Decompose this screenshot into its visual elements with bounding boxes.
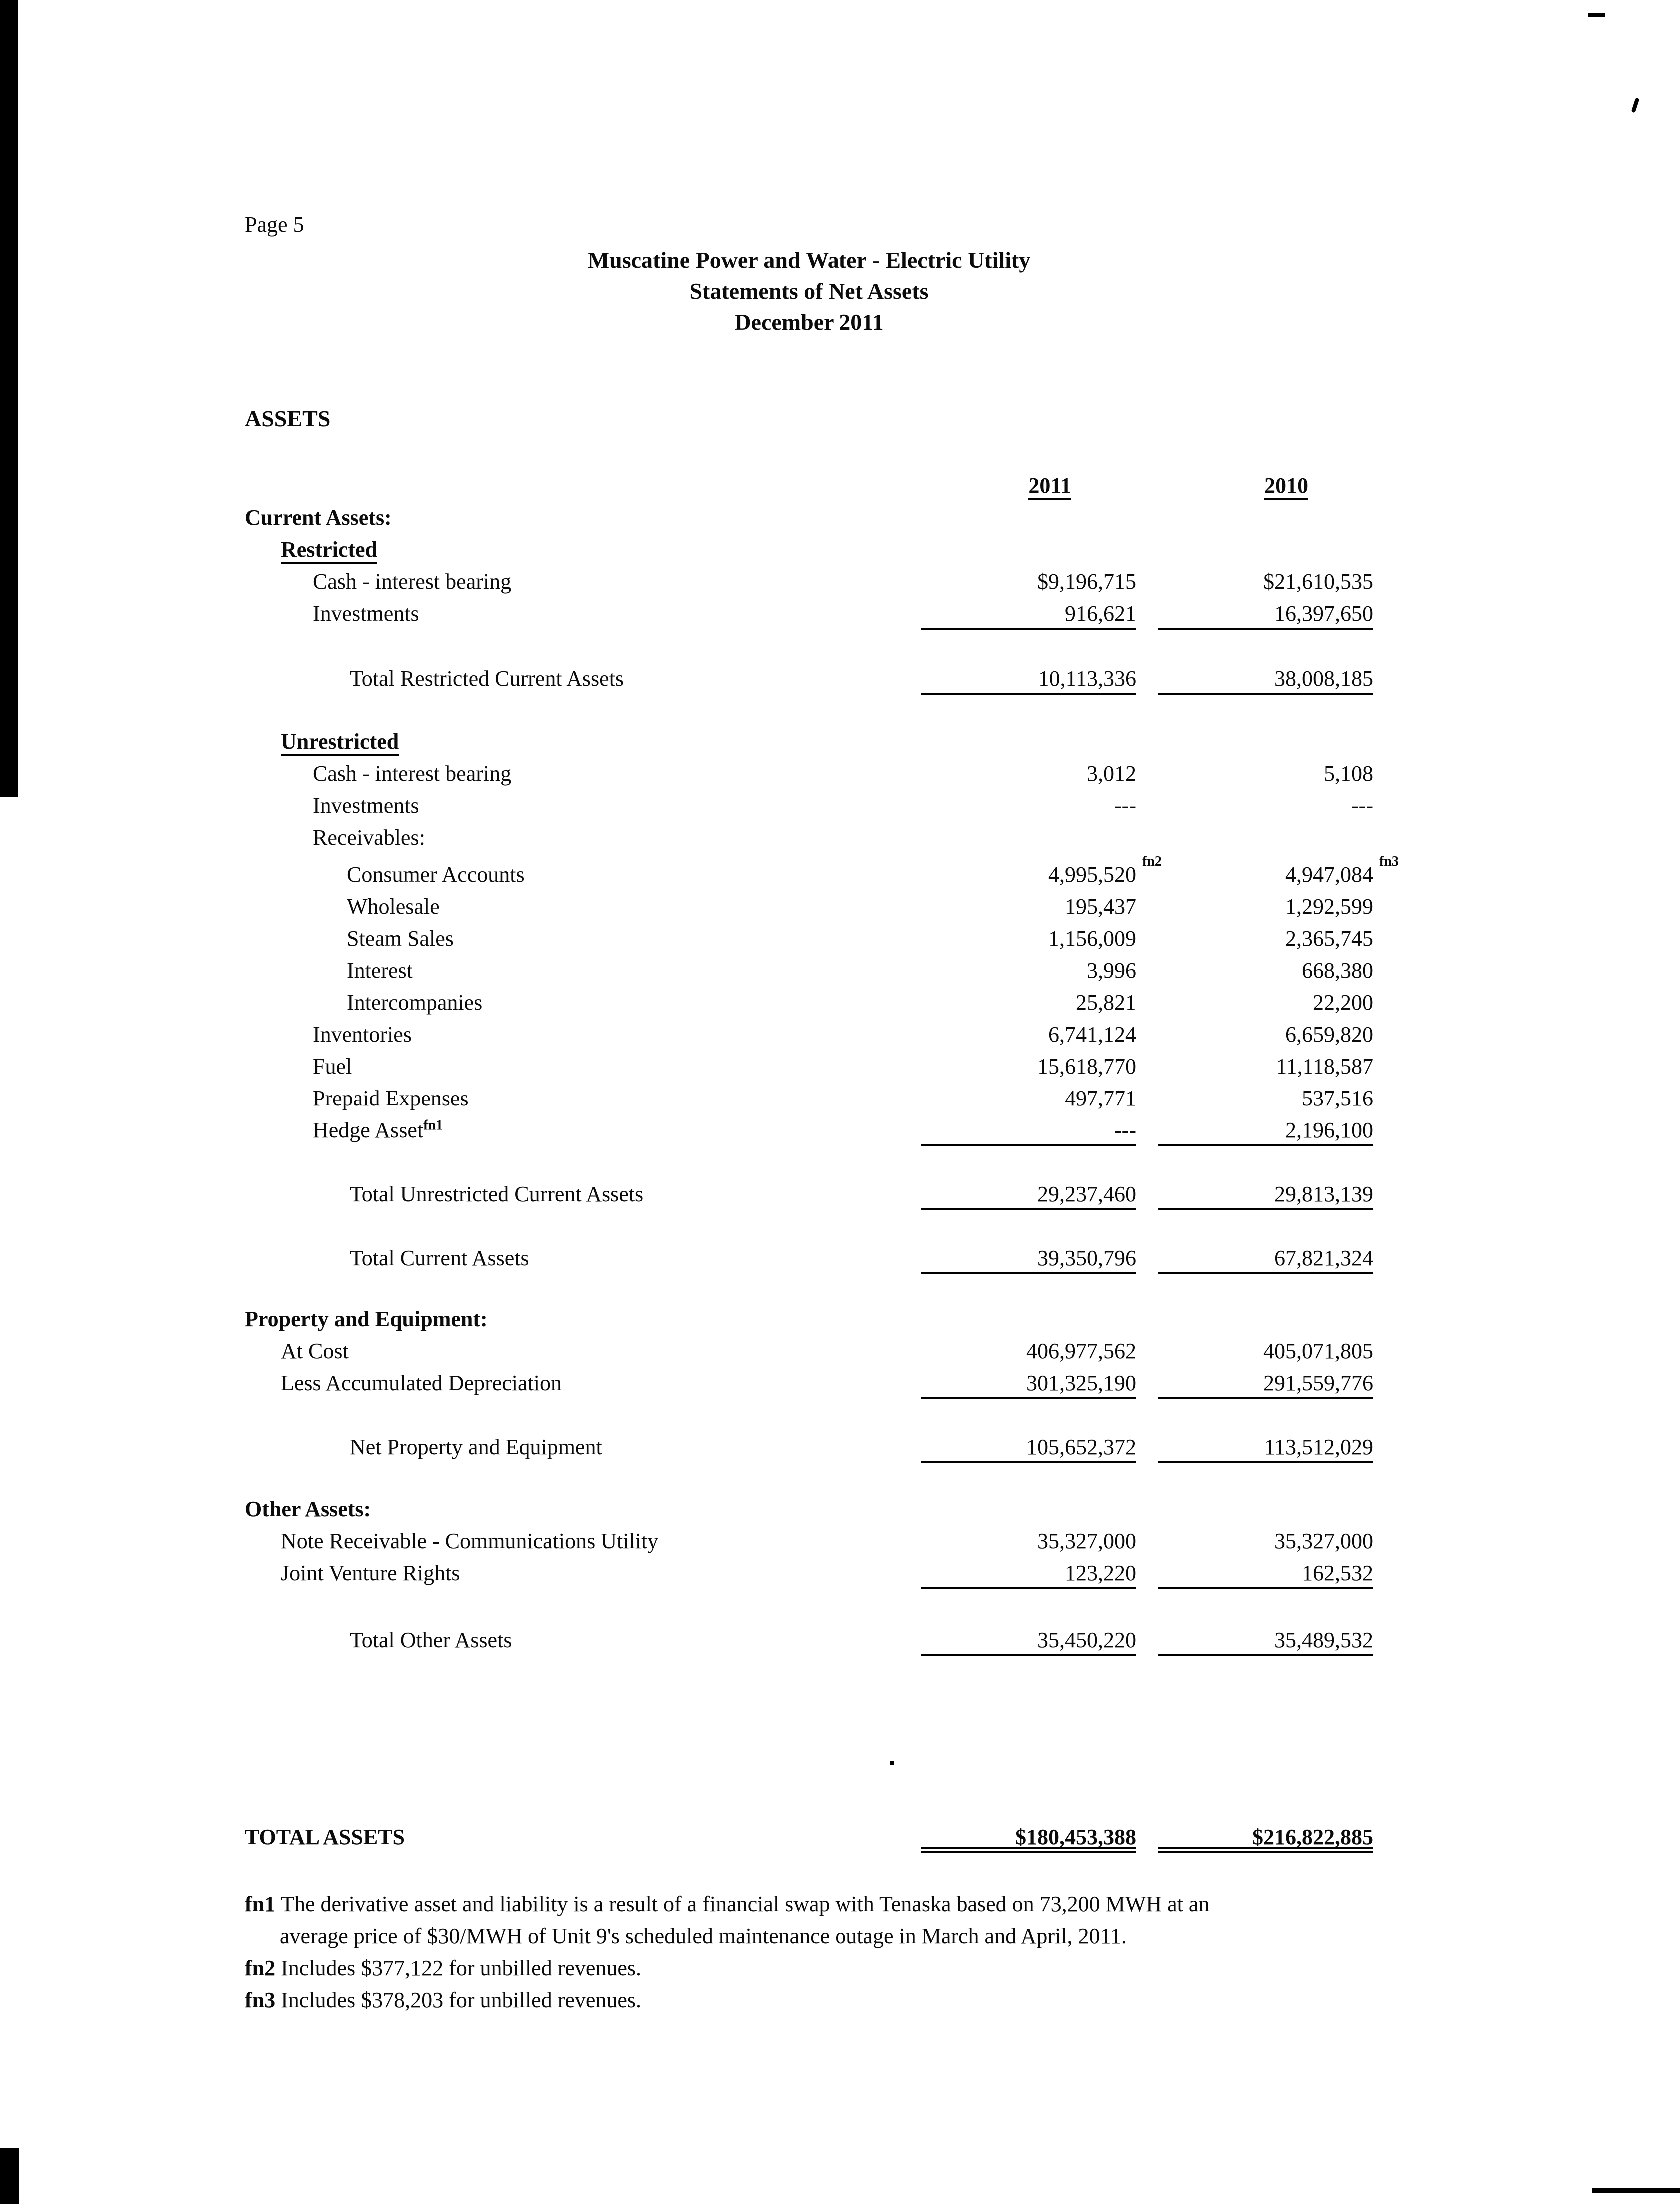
value-2010 (1158, 726, 1373, 758)
value-2011-text: 6,741,124 (1048, 1022, 1136, 1047)
value-2010 (1158, 1624, 1373, 1656)
value-2010 (1158, 923, 1373, 955)
table-row (245, 758, 1373, 790)
table-row (245, 1557, 1373, 1589)
table-row (245, 1019, 1373, 1051)
table-row (245, 987, 1373, 1019)
value-2010-text: 4,947,084 (1285, 862, 1373, 887)
footnote-line: fn3 Includes $378,203 for unbilled revenues. (245, 1988, 642, 2012)
row-label-text: Consumer Accounts (347, 862, 525, 887)
row-label (245, 1019, 921, 1051)
column-header-cell-2011 (921, 470, 1136, 502)
table-row (245, 1335, 1373, 1367)
column-header-2010: 2010 (1264, 473, 1308, 500)
value-2011-text: 301,325,190 (1026, 1371, 1136, 1395)
value-2011-text: 39,350,796 (1037, 1246, 1136, 1270)
value-2010-text: 6,659,820 (1285, 1022, 1373, 1047)
value-2010: 4,947,084 fn3 (1285, 854, 1399, 887)
table-row (245, 1178, 1373, 1210)
value-2011 (921, 598, 1136, 630)
row-label-text: Total Current Assets (350, 1246, 529, 1270)
footnote-prefix: fn3 (245, 1988, 281, 2012)
value-2011 (921, 1431, 1136, 1463)
value-2010-text: 29,813,139 (1274, 1182, 1373, 1206)
row-label-text: Total Unrestricted Current Assets (350, 1182, 644, 1206)
value-2010 (1158, 987, 1373, 1019)
value-2011 (921, 1051, 1136, 1083)
row-label-text: Joint Venture Rights (281, 1561, 460, 1585)
value-2011 (921, 534, 1136, 566)
value-2011 (921, 822, 1136, 854)
row-label (245, 987, 921, 1019)
table-row (245, 955, 1373, 987)
value-2011 (921, 955, 1136, 987)
row-label (245, 1525, 921, 1557)
value-2010-text: 2,365,745 (1285, 926, 1373, 951)
value-2011 (921, 1557, 1136, 1589)
value-2011 (921, 1242, 1136, 1274)
footnote-continuation-line: average price of $30/MWH of Unit 9's scheduled maintenance outage in March and April, 2011. (280, 1924, 1127, 1948)
row-label-text: Net Property and Equipment (350, 1435, 602, 1459)
value-2010 (1158, 502, 1373, 534)
value-2011 (921, 891, 1136, 923)
row-label (245, 1335, 921, 1367)
value-2010-text: $21,610,535 (1263, 569, 1373, 594)
row-label (245, 822, 921, 854)
row-label-text: Interest (347, 958, 413, 983)
row-label-text: Other Assets: (245, 1497, 371, 1521)
value-2011 (921, 1367, 1136, 1399)
table-row (245, 598, 1373, 630)
value-2010 (1158, 790, 1373, 822)
table-row (245, 1624, 1373, 1656)
row-label-text: Investments (313, 601, 419, 626)
row-label (245, 566, 921, 598)
row-label (245, 923, 921, 955)
row-label (245, 726, 921, 758)
value-2010-text: --- (1351, 793, 1373, 818)
value-2011-text: 10,113,336 (1038, 666, 1136, 691)
value-2011-text: 105,652,372 (1026, 1435, 1136, 1459)
table-row (245, 1493, 1373, 1525)
row-label-text: Current Assets: (245, 505, 392, 530)
assets-section-heading: ASSETS (245, 406, 331, 431)
table-row (245, 1114, 1373, 1146)
value-2010-text: 67,821,324 (1274, 1246, 1373, 1270)
value-2011-text: $9,196,715 (1037, 569, 1136, 594)
value-2011-text: 35,327,000 (1037, 1529, 1136, 1553)
row-label-text: Prepaid Expenses (313, 1086, 469, 1110)
value-2010 (1158, 1114, 1373, 1146)
row-label-text: Inventories (313, 1022, 412, 1047)
row-label-text: Intercompanies (347, 990, 483, 1015)
table-row (245, 1821, 1373, 1853)
value-2010-text: 537,516 (1302, 1086, 1373, 1110)
table-row (245, 1367, 1373, 1399)
footnotes-section (245, 1888, 1373, 2016)
row-label (245, 1114, 921, 1146)
value-2010 (1158, 758, 1373, 790)
value-2010 (1158, 1303, 1373, 1335)
value-2010 (1158, 1178, 1373, 1210)
value-2010-text: 16,397,650 (1274, 601, 1373, 626)
row-label (245, 1493, 921, 1525)
value-2011-text: 35,450,220 (1037, 1628, 1136, 1652)
value-2011 (921, 726, 1136, 758)
value-2010 (1158, 955, 1373, 987)
value-2010-text: 22,200 (1313, 990, 1373, 1015)
row-label (245, 758, 921, 790)
row-label-text: Less Accumulated Depreciation (281, 1371, 562, 1395)
page-number-label: Page 5 (245, 212, 304, 237)
value-2011-text: 29,237,460 (1037, 1182, 1136, 1206)
column-header-2011: 2011 (1028, 473, 1071, 500)
table-row (245, 891, 1373, 923)
value-2011-text: 15,618,770 (1037, 1054, 1136, 1079)
footnote-prefix: fn1 (245, 1892, 281, 1916)
value-2011 (921, 1083, 1136, 1114)
value-2011 (921, 1303, 1136, 1335)
value-2010 (1158, 534, 1373, 566)
value-2011 (921, 1114, 1136, 1146)
table-row (245, 566, 1373, 598)
value-2010-text: 35,489,532 (1274, 1628, 1373, 1652)
row-label (245, 598, 921, 630)
value-2011-text: 1,156,009 (1048, 926, 1136, 951)
row-label (245, 1431, 921, 1463)
row-label-text: Hedge Asset (313, 1118, 424, 1142)
row-label (245, 1303, 921, 1335)
value-2011 (921, 987, 1136, 1019)
value-2010-text: 35,327,000 (1274, 1529, 1373, 1553)
value-2010 (1158, 1557, 1373, 1589)
value-2011 (921, 502, 1136, 534)
row-label-text: Cash - interest bearing (313, 761, 512, 786)
table-row (245, 1303, 1373, 1335)
table-row (245, 502, 1373, 534)
value-2011 (921, 1019, 1136, 1051)
value-2010 (1158, 822, 1373, 854)
value-2010-text: 11,118,587 (1276, 1054, 1373, 1079)
row-label-text: Wholesale (347, 894, 440, 919)
value-2010-text: 162,532 (1302, 1561, 1373, 1585)
table-row (245, 726, 1373, 758)
table-row (245, 1431, 1373, 1463)
value-2011-text: --- (1114, 1118, 1136, 1142)
row-label (245, 1083, 921, 1114)
row-label-text: Receivables: (313, 825, 425, 850)
value-2011-text: 406,977,562 (1026, 1339, 1136, 1363)
value-2010 (1158, 1335, 1373, 1367)
value-2010 (1158, 598, 1373, 630)
row-label-text: Note Receivable - Communications Utility (281, 1529, 659, 1553)
table-row (245, 854, 1399, 891)
row-label-text: Total Restricted Current Assets (350, 666, 624, 691)
value-2010 (1158, 1367, 1373, 1399)
row-label-text: Fuel (313, 1054, 352, 1079)
value-2011 (921, 566, 1136, 598)
document-title-block (245, 245, 1373, 338)
value-2010-text: 668,380 (1302, 958, 1373, 983)
table-row (245, 1525, 1373, 1557)
value-2010 (1158, 1083, 1373, 1114)
row-label (245, 790, 921, 822)
value-2011-text: 4,995,520 (1048, 862, 1136, 887)
value-2010 (1158, 1525, 1373, 1557)
value-2011 (921, 1335, 1136, 1367)
row-label (245, 1557, 921, 1589)
value-2010 (1158, 891, 1373, 923)
row-label (245, 955, 921, 987)
row-label (245, 859, 921, 891)
value-2010-text: 1,292,599 (1285, 894, 1373, 919)
value-2010 (1158, 566, 1373, 598)
statement-table (245, 502, 1399, 1853)
table-row (245, 534, 1373, 566)
value-2011: 4,995,520 fn2 (1048, 854, 1162, 887)
value-2011 (921, 758, 1136, 790)
table-row (245, 923, 1373, 955)
footnote-marker: fn1 (423, 1117, 443, 1133)
row-label (245, 1624, 921, 1656)
value-2011 (921, 1525, 1136, 1557)
value-2011-text: --- (1114, 793, 1136, 818)
value-2011 (921, 790, 1136, 822)
value-2010 (1158, 1493, 1373, 1525)
row-label-text: Property and Equipment: (245, 1307, 488, 1331)
value-2011-text: 497,771 (1065, 1086, 1136, 1110)
value-2011-text: $180,453,388 (1015, 1825, 1136, 1849)
document-subtitle: Statements of Net Assets (689, 278, 929, 304)
row-label (245, 663, 921, 695)
row-label (245, 1051, 921, 1083)
document-page (245, 210, 1399, 2016)
scan-artifact-bottom-right-line (1592, 2188, 1680, 2193)
column-header-spacer (245, 470, 921, 502)
value-2011 (921, 663, 1136, 695)
value-2011-text: 195,437 (1065, 894, 1136, 919)
table-row (245, 790, 1373, 822)
scan-artifact-top-right-dash (1588, 13, 1605, 17)
value-2010 (1158, 1821, 1373, 1853)
row-label-text: Restricted (281, 537, 377, 564)
value-2010 (1158, 1019, 1373, 1051)
row-label-text: Cash - interest bearing (313, 569, 512, 594)
row-label (245, 1242, 921, 1274)
value-2011-text: 916,621 (1065, 601, 1136, 626)
table-row (245, 1242, 1373, 1274)
value-2011 (921, 1178, 1136, 1210)
document-title: Muscatine Power and Water - Electric Utility (587, 247, 1031, 273)
row-label-text: TOTAL ASSETS (245, 1825, 405, 1849)
value-2010-text: 5,108 (1324, 761, 1373, 786)
table-row (245, 1083, 1373, 1114)
row-label-text: Total Other Assets (350, 1628, 512, 1652)
footnote-line: fn2 Includes $377,122 for unbilled revenues. (245, 1956, 642, 1980)
row-label-text: Unrestricted (281, 729, 399, 756)
value-2011 (921, 1493, 1136, 1525)
scan-artifact-left-bar (0, 0, 18, 797)
row-label (245, 1821, 921, 1853)
scan-artifact-left-bottom (0, 2148, 19, 2204)
row-label-text: At Cost (281, 1339, 349, 1363)
row-label (245, 1178, 921, 1210)
row-label (245, 534, 921, 566)
value-2011 (921, 1624, 1136, 1656)
value-2010 (1158, 1431, 1373, 1463)
value-2010 (1158, 1242, 1373, 1274)
row-label-text: Investments (313, 793, 419, 818)
value-2011-text: 3,012 (1087, 761, 1136, 786)
table-row (245, 663, 1373, 695)
value-2010-text: 291,559,776 (1263, 1371, 1373, 1395)
value-2011-text: 25,821 (1076, 990, 1136, 1015)
value-2010 (1158, 1051, 1373, 1083)
document-date: December 2011 (734, 309, 884, 335)
table-row (245, 822, 1373, 854)
scan-artifact-apostrophe-mark (1631, 97, 1640, 113)
value-2010-text: $216,822,885 (1252, 1825, 1373, 1849)
row-label (245, 891, 921, 923)
value-2011-text: 123,220 (1065, 1561, 1136, 1585)
value-2010-text: 405,071,805 (1263, 1339, 1373, 1363)
value-2010-text: 113,512,029 (1264, 1435, 1373, 1459)
table-row (245, 1051, 1373, 1083)
column-header-row (245, 470, 1373, 502)
column-header-cell-2010 (1158, 470, 1373, 502)
value-2011 (921, 1821, 1136, 1853)
row-label-text: Steam Sales (347, 926, 454, 951)
value-2010 (1158, 663, 1373, 695)
row-label (245, 1367, 921, 1399)
value-2011 (921, 923, 1136, 955)
value-2010-text: 2,196,100 (1285, 1118, 1373, 1142)
footnote-prefix: fn2 (245, 1956, 281, 1980)
row-label (245, 502, 921, 534)
footnote-line: fn1 The derivative asset and liability is a result of a financial swap with Tenaska based on 73,200 MWH at an (245, 1892, 1210, 1916)
value-2011-text: 3,996 (1087, 958, 1136, 983)
value-2010-text: 38,008,185 (1274, 666, 1373, 691)
